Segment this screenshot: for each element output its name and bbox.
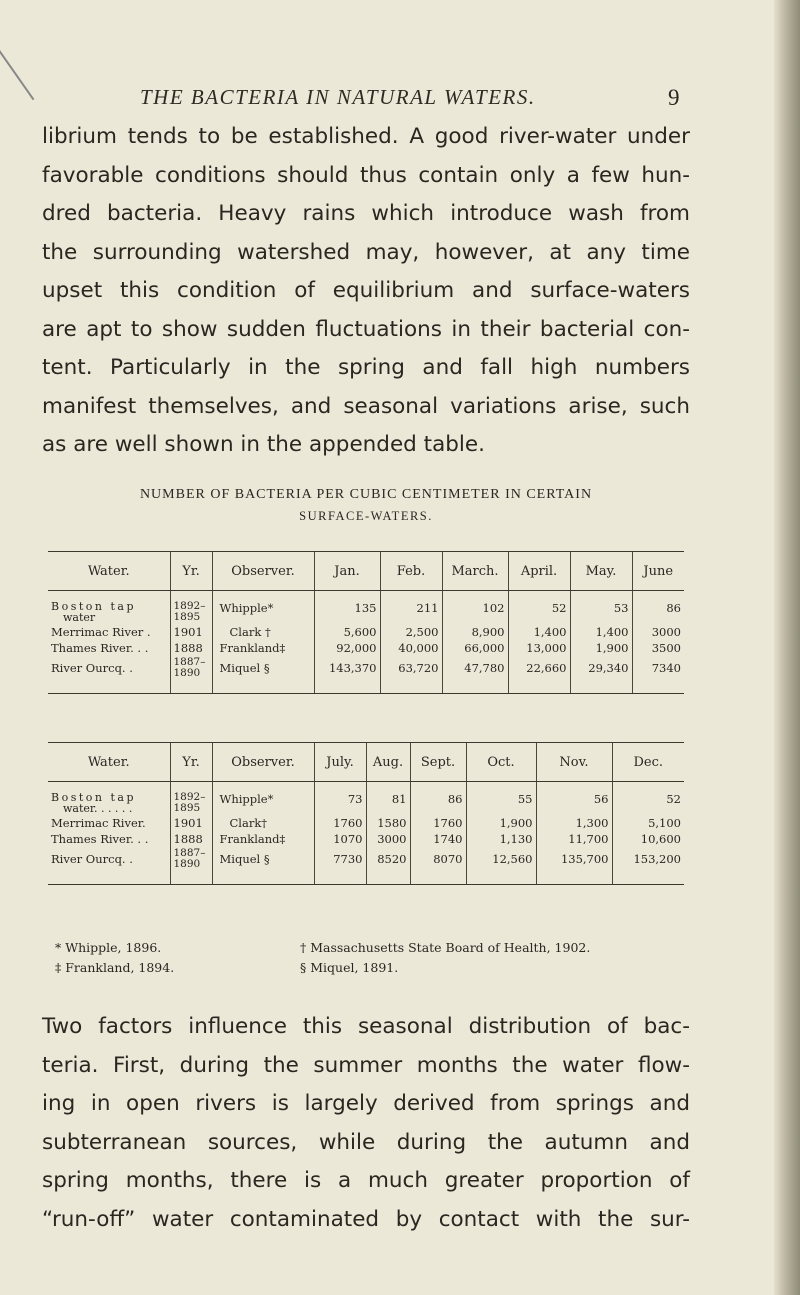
column-header: Dec.: [612, 743, 684, 782]
value-cell: 86: [447, 792, 463, 806]
value-cell: 73: [347, 792, 363, 806]
year-cell: [174, 848, 209, 872]
value-cell: 1740: [433, 832, 463, 846]
value-cell: 5,100: [648, 816, 681, 830]
value-cell: 1760: [433, 816, 463, 830]
text-line: “run-off” water contaminated by contact with the sur-: [42, 1206, 690, 1232]
aug-column: [366, 782, 410, 885]
water-name: water: [63, 611, 96, 624]
observer-column: [212, 591, 314, 694]
observer-cell: Clark†: [229, 816, 268, 830]
july-column: [314, 782, 366, 885]
year-text: 1890: [173, 858, 201, 870]
footnote-whipple: * Whipple, 1896.: [55, 940, 162, 955]
value-cell: 63,720: [398, 661, 439, 675]
water-name: Boston tap: [51, 600, 136, 613]
footnote-massachusetts: † Massachusetts State Board of Health, 1902.: [300, 940, 591, 955]
value-cell: 8,900: [471, 625, 505, 639]
value-cell: 1,300: [575, 816, 609, 830]
value-cell: 7730: [333, 852, 363, 866]
dec-column: [612, 782, 684, 885]
column-header: July.: [314, 743, 366, 782]
column-header: Observer.: [212, 743, 314, 782]
column-header: Jan.: [314, 552, 380, 591]
year-column: [170, 591, 212, 694]
paragraph-2: [42, 1008, 690, 1239]
footnote-row: [55, 958, 705, 978]
column-header: Water.: [48, 552, 170, 591]
water-name: Merrimac River.: [51, 816, 146, 830]
text-line: the surrounding watershed may, however, at any time: [42, 239, 690, 265]
value-cell: 1,900: [499, 816, 533, 830]
footnotes: [55, 938, 705, 978]
value-cell: 53: [613, 601, 629, 615]
paragraph-1: [42, 118, 690, 465]
text-line: teria. First, during the summer months the water flow-: [42, 1052, 690, 1078]
value-cell: 29,340: [588, 661, 629, 675]
value-cell: 135,700: [560, 852, 609, 866]
text-line: tent. Particularly in the spring and fall high numbers: [42, 355, 690, 380]
text-line: as are well shown in the appended table.: [42, 432, 485, 457]
water-name: Thames River. . .: [51, 641, 149, 655]
year-text: 1901: [173, 816, 203, 830]
water-name: River Ourcq. .: [51, 661, 133, 675]
march-column: [442, 591, 508, 694]
value-cell: 143,370: [328, 661, 377, 675]
value-cell: 3000: [651, 625, 681, 639]
value-cell: 81: [391, 792, 407, 806]
column-header: Yr.: [170, 552, 212, 591]
page-number: 9: [668, 85, 680, 110]
column-header: Yr.: [170, 743, 212, 782]
text-line: dred bacteria. Heavy rains which introduce wash from: [42, 201, 690, 226]
april-column: [508, 591, 570, 694]
text-line: ing in open rivers is largely derived from springs and: [42, 1091, 690, 1116]
value-cell: 1,900: [595, 641, 629, 655]
year-text: 1895: [173, 611, 201, 623]
text-line: librium tends to be established. A good river-water under: [42, 124, 690, 149]
text-line: favorable conditions should thus contain only a few hun-: [42, 162, 690, 188]
column-header: Feb.: [380, 552, 442, 591]
observer-cell: Whipple*: [219, 601, 274, 615]
value-cell: 153,200: [633, 852, 681, 866]
text-line: subterranean sources, while during the autumn and: [42, 1129, 690, 1155]
value-cell: 2,500: [405, 625, 439, 639]
water-column: [48, 591, 170, 694]
observer-cell: Frankland‡: [219, 832, 286, 846]
year-text: 1887–: [173, 656, 206, 668]
value-cell: 66,000: [464, 641, 505, 655]
corner-mark: [0, 50, 34, 100]
year-cell: [174, 657, 209, 681]
value-cell: 47,780: [464, 661, 505, 675]
water-name: River Ourcq. .: [51, 852, 133, 866]
table-header-row: [48, 552, 684, 591]
observer-cell: Miquel §: [219, 852, 270, 866]
footnote-miquel: § Miquel, 1891.: [300, 960, 399, 975]
page-edge-shadow: [774, 0, 800, 1295]
year-text: 1887–: [173, 847, 206, 859]
water-name: water. . . . . .: [63, 802, 133, 815]
table-row: [48, 591, 684, 694]
nov-column: [536, 782, 612, 885]
value-cell: 40,000: [398, 641, 439, 655]
value-cell: 92,000: [336, 641, 377, 655]
year-column: [170, 782, 212, 885]
column-header: Observer.: [212, 552, 314, 591]
june-column: [632, 591, 684, 694]
observer-column: [212, 782, 314, 885]
value-cell: 1,400: [533, 625, 567, 639]
column-header: Sept.: [410, 743, 466, 782]
value-cell: 1070: [333, 832, 363, 846]
text-line: upset this condition of equilibrium and surface-waters: [42, 278, 690, 303]
text-line: manifest themselves, and seasonal variations arise, such: [42, 393, 690, 419]
value-cell: 1760: [333, 816, 363, 830]
value-cell: 5,600: [343, 625, 377, 639]
table-row: [48, 782, 684, 885]
year-text: 1888: [173, 641, 203, 655]
jan-column: [314, 591, 380, 694]
observer-cell: Whipple*: [219, 792, 274, 806]
value-cell: 8520: [377, 852, 407, 866]
column-header: Oct.: [466, 743, 536, 782]
value-cell: 135: [354, 601, 377, 615]
may-column: [570, 591, 632, 694]
year-text: 1895: [173, 802, 201, 814]
value-cell: 211: [416, 601, 439, 615]
observer-cell: Clark †: [229, 625, 271, 639]
sept-column: [410, 782, 466, 885]
text-line: Two factors influence this seasonal distribution of bac-: [42, 1014, 690, 1039]
year-cell: [174, 601, 209, 625]
column-header: March.: [442, 552, 508, 591]
value-cell: 8070: [433, 852, 463, 866]
bacteria-table-jan-june: [48, 551, 684, 694]
value-cell: 10,600: [640, 832, 681, 846]
year-text: 1892–: [173, 791, 206, 803]
column-header: Water.: [48, 743, 170, 782]
year-cell: [174, 792, 209, 816]
water-name: Boston tap: [51, 791, 136, 804]
column-header: June: [632, 552, 684, 591]
year-text: 1892–: [173, 600, 206, 612]
value-cell: 1,400: [595, 625, 629, 639]
column-header: Aug.: [366, 743, 410, 782]
value-cell: 55: [517, 792, 533, 806]
year-text: 1901: [173, 625, 203, 639]
running-head: THE BACTERIA IN NATURAL WATERS.: [140, 85, 536, 109]
value-cell: 52: [551, 601, 567, 615]
year-text: 1890: [173, 667, 201, 679]
value-cell: 3000: [377, 832, 407, 846]
column-header: May.: [570, 552, 632, 591]
observer-cell: Frankland‡: [219, 641, 286, 655]
footnote-frankland: ‡ Frankland, 1894.: [55, 960, 175, 975]
bacteria-table-july-dec: [48, 742, 684, 885]
observer-cell: Miquel §: [219, 661, 270, 675]
value-cell: 52: [666, 792, 681, 806]
feb-column: [380, 591, 442, 694]
water-cell: [51, 792, 167, 816]
value-cell: 22,660: [526, 661, 567, 675]
year-text: 1888: [173, 832, 203, 846]
value-cell: 13,000: [526, 641, 567, 655]
water-name: Thames River. . .: [51, 832, 149, 846]
value-cell: 7340: [651, 661, 681, 675]
text-line: spring months, there is a much greater proportion of: [42, 1168, 690, 1193]
text-line: are apt to show sudden fluctuations in their bacterial con-: [42, 316, 690, 342]
value-cell: 56: [593, 792, 609, 806]
table-header-row: [48, 743, 684, 782]
column-header: Nov.: [536, 743, 612, 782]
column-header: April.: [508, 552, 570, 591]
water-name: Merrimac River .: [51, 625, 151, 639]
table-caption-subtitle: SURFACE-WATERS.: [299, 509, 433, 523]
value-cell: 11,700: [568, 832, 609, 846]
footnote-row: [55, 938, 705, 958]
oct-column: [466, 782, 536, 885]
water-cell: [51, 601, 167, 625]
value-cell: 1580: [377, 816, 407, 830]
table-caption: NUMBER OF BACTERIA PER CUBIC CENTIMETER IN CERTAIN: [139, 487, 593, 502]
value-cell: 1,130: [499, 832, 533, 846]
value-cell: 12,560: [492, 852, 533, 866]
water-column: [48, 782, 170, 885]
value-cell: 86: [666, 601, 681, 615]
value-cell: 3500: [651, 641, 681, 655]
value-cell: 102: [482, 601, 505, 615]
